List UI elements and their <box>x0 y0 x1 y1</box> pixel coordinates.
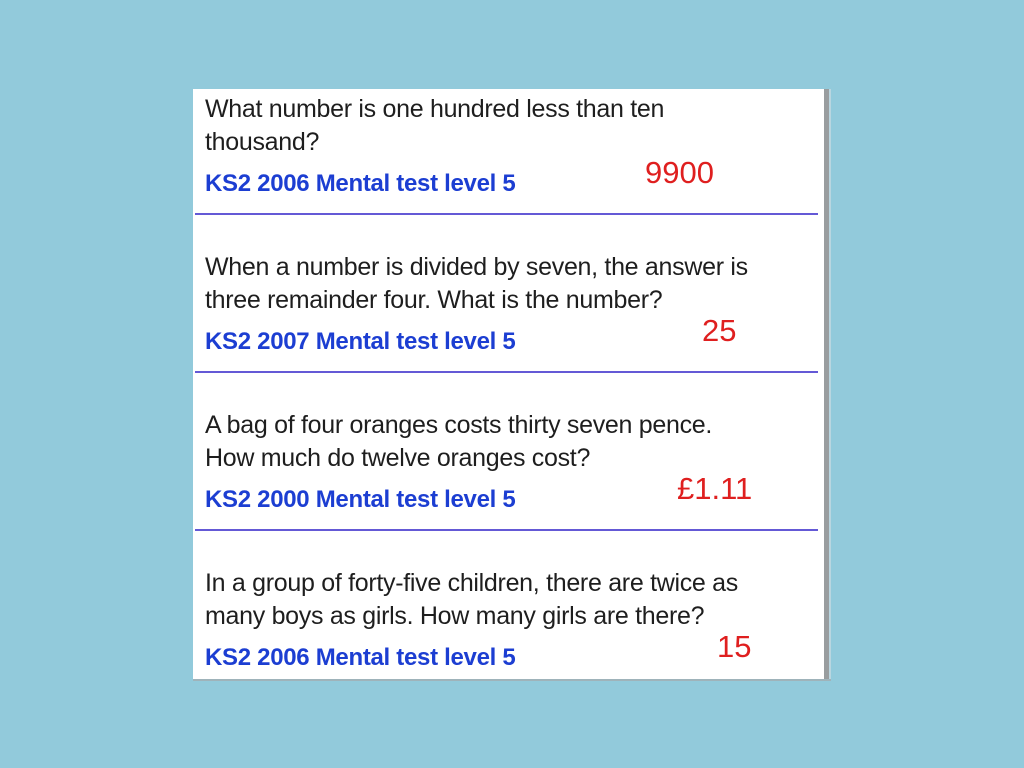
question-block-2 <box>193 247 824 405</box>
question-line: When a number is divided by seven, the answer is <box>205 253 748 281</box>
question-block-1 <box>193 89 824 247</box>
question-text <box>193 89 824 159</box>
question-block-3 <box>193 405 824 563</box>
source-label: KS2 2000 Mental test level 5 <box>205 486 516 513</box>
question-text <box>193 405 824 475</box>
question-line: A bag of four oranges costs thirty seven pence. <box>205 411 713 439</box>
question-line: three remainder four. What is the number? <box>205 286 663 314</box>
question-line: many boys as girls. How many girls are there? <box>205 602 705 630</box>
divider <box>195 529 818 531</box>
answer-value: 25 <box>702 313 737 348</box>
answer-value: 15 <box>717 629 752 664</box>
question-text <box>193 247 824 317</box>
question-text <box>193 563 824 633</box>
questions-panel <box>193 89 824 679</box>
answer-value: 9900 <box>645 155 714 190</box>
question-block-4 <box>193 563 824 679</box>
divider <box>195 213 818 215</box>
question-line: thousand? <box>205 128 320 156</box>
source-label: KS2 2006 Mental test level 5 <box>205 170 516 197</box>
source-label: KS2 2006 Mental test level 5 <box>205 644 516 671</box>
question-line: How much do twelve oranges cost? <box>205 444 591 472</box>
source-label: KS2 2007 Mental test level 5 <box>205 328 516 355</box>
question-line: What number is one hundred less than ten <box>205 95 665 123</box>
question-line: In a group of forty-five children, there are twice as <box>205 569 738 597</box>
panel-bottom-border <box>193 679 831 681</box>
answer-value: £1.11 <box>677 471 753 506</box>
divider <box>195 371 818 373</box>
scrollbar-edge <box>829 89 831 679</box>
